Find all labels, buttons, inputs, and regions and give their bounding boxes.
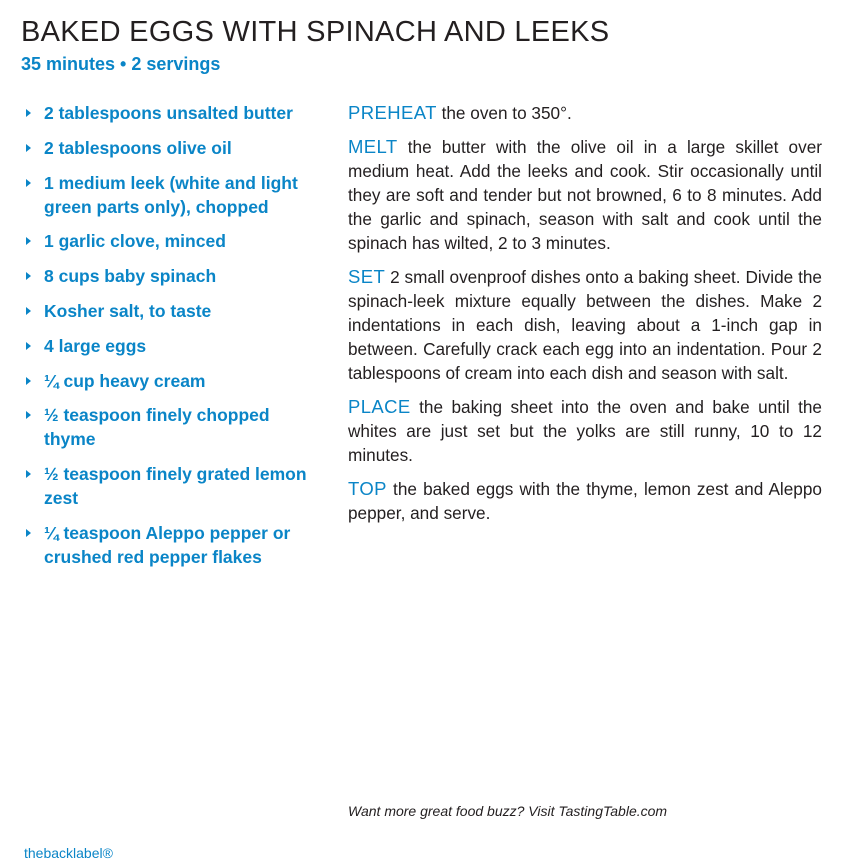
- brand-logo: thebacklabel®: [24, 845, 113, 861]
- triangle-bullet-icon: [26, 377, 31, 385]
- ingredient-text: ½ teaspoon finely chopped thyme: [44, 405, 270, 450]
- ingredient-item: [24, 462, 324, 510]
- ingredient-item: [24, 101, 324, 125]
- step-text: the baked eggs with the thyme, lemon zest and Aleppo pepper, and serve.: [348, 479, 822, 523]
- step-verb: PREHEAT: [348, 102, 437, 123]
- ingredient-text: 8 cups baby spinach: [44, 266, 217, 287]
- step-text: the butter with the olive oil in a large skillet over medium heat. Add the leeks and cook. Stir occasionally until they are soft and tender but not browned, 6 to 8 minutes. Add the garlic and spinach, season with salt and cook until the spinach has wilted, 2 to 3 minutes.: [348, 137, 822, 253]
- triangle-bullet-icon: [26, 411, 31, 419]
- ingredient-item: [24, 369, 324, 393]
- triangle-bullet-icon: [26, 342, 31, 350]
- triangle-bullet-icon: [26, 529, 31, 537]
- ingredient-text: Kosher salt, to taste: [44, 300, 212, 321]
- ingredient-text: 4 large eggs: [44, 335, 147, 356]
- step-top: [348, 477, 822, 525]
- triangle-bullet-icon: [26, 144, 31, 152]
- ingredient-text: 2 tablespoons olive oil: [44, 137, 232, 158]
- step-verb: SET: [348, 266, 386, 287]
- ingredient-text: ¼ cup heavy cream: [44, 370, 206, 391]
- ingredient-item: [24, 264, 324, 288]
- ingredient-item: [24, 403, 324, 451]
- ingredient-text: 2 tablespoons unsalted butter: [44, 103, 293, 123]
- ingredient-item: [24, 334, 324, 358]
- step-verb: PLACE: [348, 396, 411, 417]
- triangle-bullet-icon: [26, 237, 31, 245]
- triangle-bullet-icon: [26, 272, 31, 280]
- triangle-bullet-icon: [26, 179, 31, 187]
- step-verb: MELT: [348, 136, 398, 157]
- triangle-bullet-icon: [26, 307, 31, 315]
- triangle-bullet-icon: [26, 109, 31, 117]
- triangle-bullet-icon: [26, 470, 31, 478]
- ingredient-list: [24, 101, 324, 580]
- ingredient-item: [24, 171, 324, 219]
- step-text: the oven to 350°.: [436, 103, 572, 123]
- ingredient-text: 1 garlic clove, minced: [44, 231, 226, 252]
- footer-note: Want more great food buzz? Visit TastingTable.com: [348, 803, 668, 819]
- recipe-title: BAKED EGGS WITH SPINACH AND LEEKS: [21, 16, 610, 48]
- ingredient-item: [24, 299, 324, 323]
- step-text: 2 small ovenproof dishes onto a baking sheet. Divide the spinach-leek mixture equally between the dishes. Make 2 indentations in each dish, leaving about a 1-inch gap in between. Carefully crack each egg into an indentation. Pour 2 tablespoons of cream into each dish and season with salt.: [348, 267, 822, 383]
- step-verb: TOP: [348, 478, 387, 499]
- ingredient-text: ¼ teaspoon Aleppo pepper or crushed red pepper flakes: [44, 522, 291, 567]
- step-melt: [348, 135, 822, 255]
- ingredient-text: ½ teaspoon finely grated lemon zest: [44, 464, 307, 509]
- ingredient-item: [24, 136, 324, 160]
- instructions: [348, 101, 822, 535]
- step-set: [348, 265, 822, 385]
- ingredient-item: [24, 521, 324, 569]
- step-place: [348, 395, 822, 467]
- step-text: the baking sheet into the oven and bake until the whites are just set but the yolks are still runny, 10 to 12 minutes.: [348, 397, 822, 465]
- recipe-meta: 35 minutes • 2 servings: [21, 54, 221, 74]
- ingredient-text: 1 medium leek (white and light green parts only), chopped: [44, 172, 298, 217]
- ingredient-item: [24, 229, 324, 253]
- step-preheat: [348, 101, 822, 125]
